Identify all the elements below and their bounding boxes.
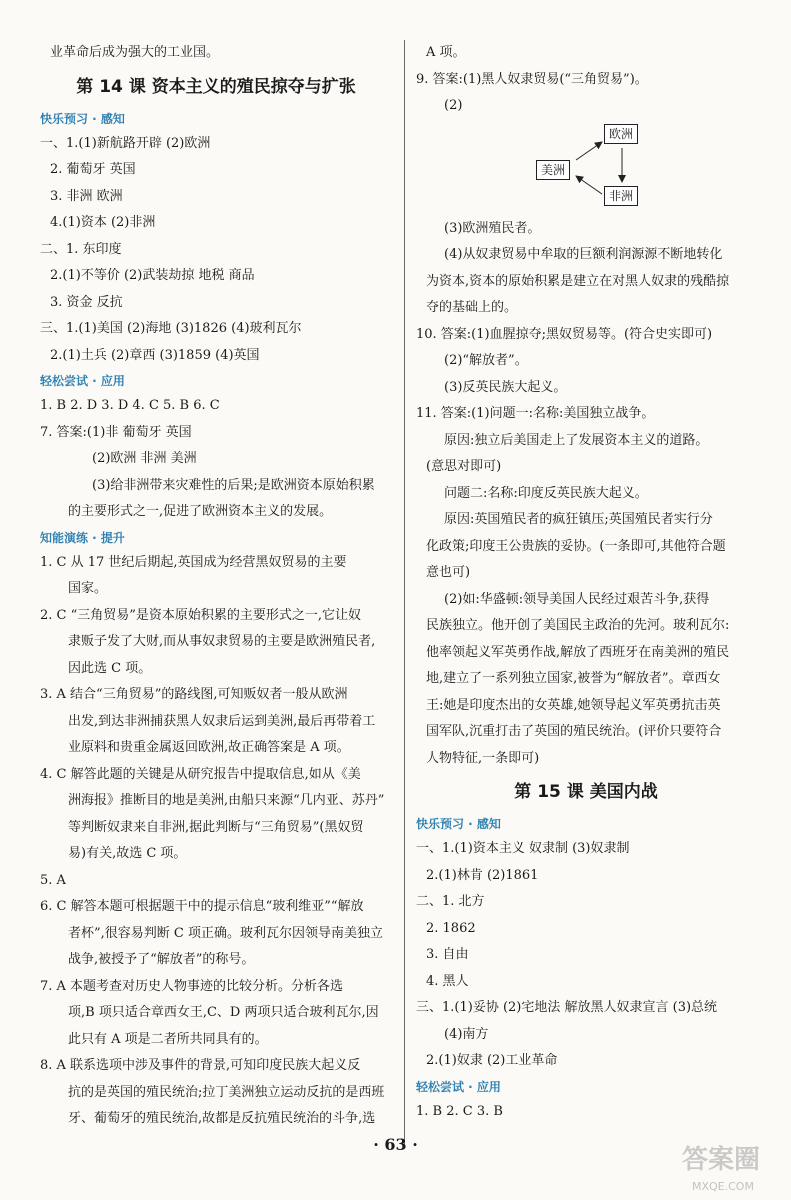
text-line: 7. 答案:(1)非 葡萄牙 英国 bbox=[40, 424, 192, 440]
text-line: 原因:英国殖民者的疯狂镇压;英国殖民者实行分 bbox=[444, 512, 713, 527]
text-line: 3. 资金 反抗 bbox=[50, 294, 123, 310]
triangle-trade-diagram bbox=[416, 120, 756, 216]
text-line: 此只有 A 项是二者所共同具有的。 bbox=[68, 1031, 268, 1047]
text-line: A 项。 bbox=[426, 45, 466, 60]
text-line: 2.(1)林肯 (2)1861 bbox=[426, 867, 539, 883]
text-line: 5. A bbox=[40, 872, 66, 888]
text-line: 1. B 2. C 3. B bbox=[416, 1103, 503, 1119]
text-line: 三、1.(1)妥协 (2)宅地法 解放黑人奴隶宣言 (3)总统 bbox=[416, 1000, 718, 1015]
right-column-bottom bbox=[416, 216, 756, 1126]
text-line: 二、1. 东印度 bbox=[40, 241, 122, 257]
text-line: 战争,被授予了“解放者”的称号。 bbox=[68, 952, 255, 967]
text-line: 国家。 bbox=[68, 581, 108, 596]
text-line: 原因:独立后美国走上了发展资本主义的道路。 bbox=[444, 432, 709, 448]
text-line: 王:她是印度杰出的女英雄,她领导起义军英勇抗击英 bbox=[426, 697, 721, 713]
text-line: 2.(1)奴隶 (2)工业革命 bbox=[426, 1053, 558, 1068]
text-line: (3)欧洲殖民者。 bbox=[444, 220, 541, 236]
watermark-text: 答案圈 bbox=[682, 1145, 761, 1175]
text-line: 问题二:名称:印度反英民族大起义。 bbox=[444, 485, 648, 501]
text-line: 3. A 结合“三角贸易”的路线图,可知贩奴者一般从欧洲 bbox=[40, 687, 348, 702]
text-line: 2.(1)不等价 (2)武装劫掠 地税 商品 bbox=[50, 268, 255, 283]
text-line: 业革命后成为强大的工业国。 bbox=[50, 45, 220, 60]
text-line: 8. A 联系选项中涉及事件的背景,可知印度民族大起义反 bbox=[40, 1058, 361, 1073]
text-line: 抗的是英国的殖民统治;拉丁美洲独立运动反抗的是西班 bbox=[68, 1084, 385, 1100]
section-header: 快乐预习 · 感知 bbox=[416, 817, 501, 831]
text-line: 7. A 本题考查对历史人物事迹的比较分析。分析各选 bbox=[40, 978, 344, 994]
text-line: 出发,到达非洲捕获黑人奴隶后运到美洲,最后再带着工 bbox=[68, 713, 376, 729]
text-line: 意也可) bbox=[426, 565, 471, 580]
text-line: 一、1.(1)新航路开辟 (2)欧洲 bbox=[40, 135, 211, 151]
right-column bbox=[416, 40, 756, 1125]
text-line: 等判断奴隶来自非洲,据此判断与“三角贸易”(黑奴贸 bbox=[68, 819, 364, 835]
text-line: 6. C 解答本题可根据题干中的提示信息“玻利维亚”“解放 bbox=[40, 899, 364, 914]
africa-box: 非洲 bbox=[604, 186, 638, 206]
text-line: 为资本,资本的原始积累是建立在对黑人奴隶的残酷掠 bbox=[426, 273, 730, 289]
text-line: 业原料和贵重金属返回欧洲,故正确答案是 A 项。 bbox=[68, 740, 350, 755]
diagram-arrows bbox=[416, 120, 756, 216]
text-line: 民族独立。他开创了美国民主政治的先河。玻利瓦尔: bbox=[426, 618, 730, 633]
text-line: 牙、葡萄牙的殖民统治,故都是反抗殖民统治的斗争,选 bbox=[68, 1111, 376, 1126]
text-line: 2.(1)土兵 (2)章西 (3)1859 (4)英国 bbox=[50, 347, 260, 363]
text-line: (3)反英民族大起义。 bbox=[444, 379, 567, 395]
section-header: 轻松尝试 · 应用 bbox=[40, 374, 125, 388]
text-line: 2. 葡萄牙 英国 bbox=[50, 162, 136, 177]
text-line: 1. C 从 17 世纪后期起,英国成为经营黑奴贸易的主要 bbox=[40, 554, 347, 570]
text-line: 2. 1862 bbox=[426, 920, 476, 936]
text-line: (2)如:华盛顿:领导美国人民经过艰苦斗争,获得 bbox=[444, 591, 710, 607]
text-line: 化政策;印度王公贵族的妥协。(一条即可,其他符合题 bbox=[426, 538, 726, 554]
text-line: 二、1. 北方 bbox=[416, 894, 485, 909]
text-line: 3. 自由 bbox=[426, 947, 469, 962]
text-line: 人物特征,一条即可) bbox=[426, 750, 540, 766]
text-line: 夺的基础上的。 bbox=[426, 300, 518, 315]
text-line: 一、1.(1)资本主义 奴隶制 (3)奴隶制 bbox=[416, 841, 630, 856]
watermark-logo bbox=[678, 1138, 786, 1196]
text-line: 三、1.(1)美国 (2)海地 (3)1826 (4)玻利瓦尔 bbox=[40, 321, 302, 336]
text-line: 洲海报》推断目的地是美洲,由船只来源“几内亚、苏丹” bbox=[68, 793, 385, 808]
text-line: (4)从奴隶贸易中牟取的巨额利润源源不断地转化 bbox=[444, 247, 723, 262]
section-header: 知能演练 · 提升 bbox=[40, 530, 125, 545]
text-line: (3)给非洲带来灾难性的后果;是欧洲资本原始积累 bbox=[92, 477, 375, 493]
text-line: 项,B 项只适合章西女王,C、D 两项只适合玻利瓦尔,因 bbox=[68, 1005, 379, 1020]
europe-box: 欧洲 bbox=[604, 124, 638, 144]
text-line: 3. 非洲 欧洲 bbox=[50, 188, 123, 204]
left-column bbox=[40, 40, 392, 1133]
column-divider bbox=[404, 40, 405, 1148]
text-line: (2) bbox=[444, 98, 463, 113]
page-number: · 63 · bbox=[373, 1135, 418, 1154]
text-line: 隶贩子发了大财,而从事奴隶贸易的主要是欧洲殖民者, bbox=[68, 634, 376, 649]
text-line: 地,建立了一系列独立国家,被誉为“解放者”。章西女 bbox=[426, 671, 721, 686]
right-column-top bbox=[416, 40, 756, 120]
text-line: (2)“解放者”。 bbox=[444, 353, 528, 368]
arrow-america-to-europe bbox=[576, 142, 602, 160]
text-line: 11. 答案:(1)问题一:名称:美国独立战争。 bbox=[416, 406, 655, 421]
text-line: 者杯”,很容易判断 C 项正确。玻利瓦尔因领导南美独立 bbox=[68, 925, 383, 941]
america-box: 美洲 bbox=[536, 160, 570, 180]
arrow-africa-to-america bbox=[576, 176, 602, 194]
text-line: 2. C “三角贸易”是资本原始积累的主要形式之一,它让奴 bbox=[40, 607, 362, 623]
text-line: 的主要形式之一,促进了欧洲资本主义的发展。 bbox=[68, 504, 333, 519]
text-line: 4.(1)资本 (2)非洲 bbox=[50, 215, 156, 230]
lesson-title: 第 14 课 资本主义的殖民掠夺与扩张 bbox=[76, 76, 356, 97]
text-line: 易)有关,故选 C 项。 bbox=[68, 846, 187, 861]
text-line: 因此选 C 项。 bbox=[68, 660, 152, 676]
text-line: (意思对即可) bbox=[426, 459, 502, 474]
text-line: 国军队,沉重打击了英国的殖民统治。(评价只要符合 bbox=[426, 724, 722, 739]
watermark-url: MXQE.COM bbox=[692, 1180, 754, 1193]
text-line: 他率领起义军英勇作战,解放了西班牙在南美洲的殖民 bbox=[426, 644, 730, 660]
text-line: 1. B 2. D 3. D 4. C 5. B 6. C bbox=[40, 398, 220, 413]
text-line: 4. 黑人 bbox=[426, 973, 469, 989]
lesson-title: 第 15 课 美国内战 bbox=[514, 782, 658, 802]
text-line: 10. 答案:(1)血腥掠夺;黑奴贸易等。(符合史实即可) bbox=[416, 326, 713, 342]
text-line: 4. C 解答此题的关键是从研究报告中提取信息,如从《美 bbox=[40, 766, 361, 782]
text-line: 9. 答案:(1)黑人奴隶贸易(“三角贸易”)。 bbox=[416, 71, 648, 87]
text-line: (4)南方 bbox=[444, 1026, 489, 1042]
text-line: (2)欧洲 非洲 美洲 bbox=[92, 451, 197, 466]
section-header: 快乐预习 · 感知 bbox=[40, 111, 125, 126]
section-header: 轻松尝试 · 应用 bbox=[416, 1079, 501, 1094]
